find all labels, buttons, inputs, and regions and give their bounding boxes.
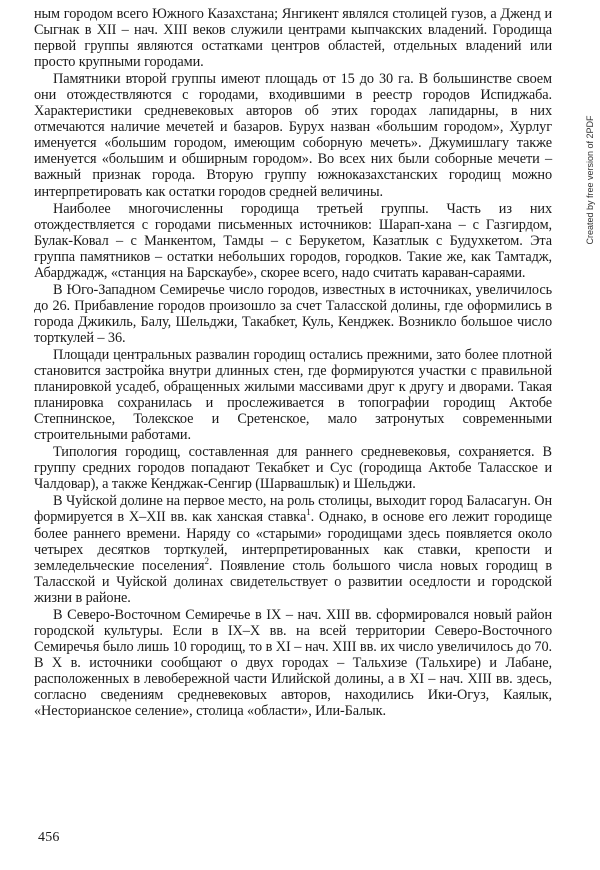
paragraph: В Северо-Восточном Семиречье в IХ – нач. ХIII вв. сформировался новый район городской культуры. Если в IХ–Х вв. на всей территории Северо-Восточного Семиречья было лишь 10 городищ, то в ХI – нач. ХIII вв. их число увеличилось до 70. В Х в. источники сообщают о двух городах – Тальхизе (Тальхире) и Лабане, расположенных в левобережной части Илийской долины, а в ХI – нач. ХIII вв. здесь, согласно сведениям средневековых авторов, находились Ики-Огуз, Каялык, «Несторианское селение», столица «области», Или-Балык. [34,606,552,720]
paragraph: Наиболее многочисленны городища третьей группы. Часть из них отождествляется с городами письменных источников: Шарап-хана – с Газгирдом, Булак-Ковал – с Манкентом, Тамды – с Берукетом, Казатлык с Будухкетом. Эта группа памятников – остатки небольших городов, городков. Такие же, как Тамтадж, Абарджадж, «станция на Барскаубе», скорее всего, надо считать караван-сараями. [34,200,552,281]
footnote-ref[interactable]: 1 [306,507,311,518]
paragraph: В Юго-Западном Семиречье число городов, известных в источниках, увеличилось до 26. Прибавление городов произошло за счет Таласской долины, где оформились в города Джикиль, Балу, Шельджи, Такабкет, Куль, Кенджек. Возникло большое число торткулей – 36. [34,281,552,346]
text-run: В Чуйской долине на первое место, на роль столицы, выходит город Баласагун. Он формируется в Х–ХII вв. как ханская ставка [34,493,552,526]
paragraph: Площади центральных развалин городищ остались прежними, зато более плотной становится застройка внутри длинных стен, где формируются участки с правильной планировкой усадеб, обращенных жилыми массивами друг к другу и дворами. Такая планировка сохранилась и прослеживается в топографии городищ Актобе Степнинское, Толекское и Сретенское, мало затронутых современными строительными работами. [34,346,552,444]
text-run: . Однако, в основе его лежит городище более раннего времени. Наряду со «старыми» городищами здесь появляется около четырех десятков торткулей, интерпретированных как ставки, крепости и земледельческие поселения [34,509,552,574]
paragraph: ным городом всего Южного Казахстана; Янгикент являлся столицей гузов, а Дженд и Сыгнак в XII – нач. XIII веков служили центрами кыпчакских владений. Городища первой группы являются остатками центров областей, отдельных владений или просто крупными городами. [34,6,552,71]
paragraph: Типология городищ, составленная для раннего средневековья, сохраняется. В группу средних городов попадают Текабкет и Сус (городища Актобе Таласское и Чалдовар), а также Кенджак-Сенгир (Шарвашлык) и Шельджи. [34,444,552,493]
page-number: 456 [38,830,60,845]
paragraph: Памятники второй группы имеют площадь от 15 до 30 га. В большинстве своем они отождествляются с городами, входившими в реестр городов Испиджаба. Характеристики средневековых авторов об этих городах лапидарны, в них отмечаются наличие мечетей и базаров. Бурух назван «большим городом», Хурлуг именуется «большим городом, имеющим соборную мечеть». Джумишлагу также именуется «большим и обширным городом». Во всех них были соборные мечети – важный признак города. Вторую группу южноказахстанских городищ можно интерпретировать как остатки городов средней величины. [34,71,552,200]
watermark-note: Created by free version of 2PDF [585,115,595,245]
document-body [34,6,552,719]
paragraph [34,493,552,605]
footnote-ref[interactable]: 2 [204,555,209,566]
text-run: . Появление столь большого числа новых городищ в Таласской и Чуйской долинах свидетельствует о развитии оседлости и городской жизни в районе. [34,557,552,606]
